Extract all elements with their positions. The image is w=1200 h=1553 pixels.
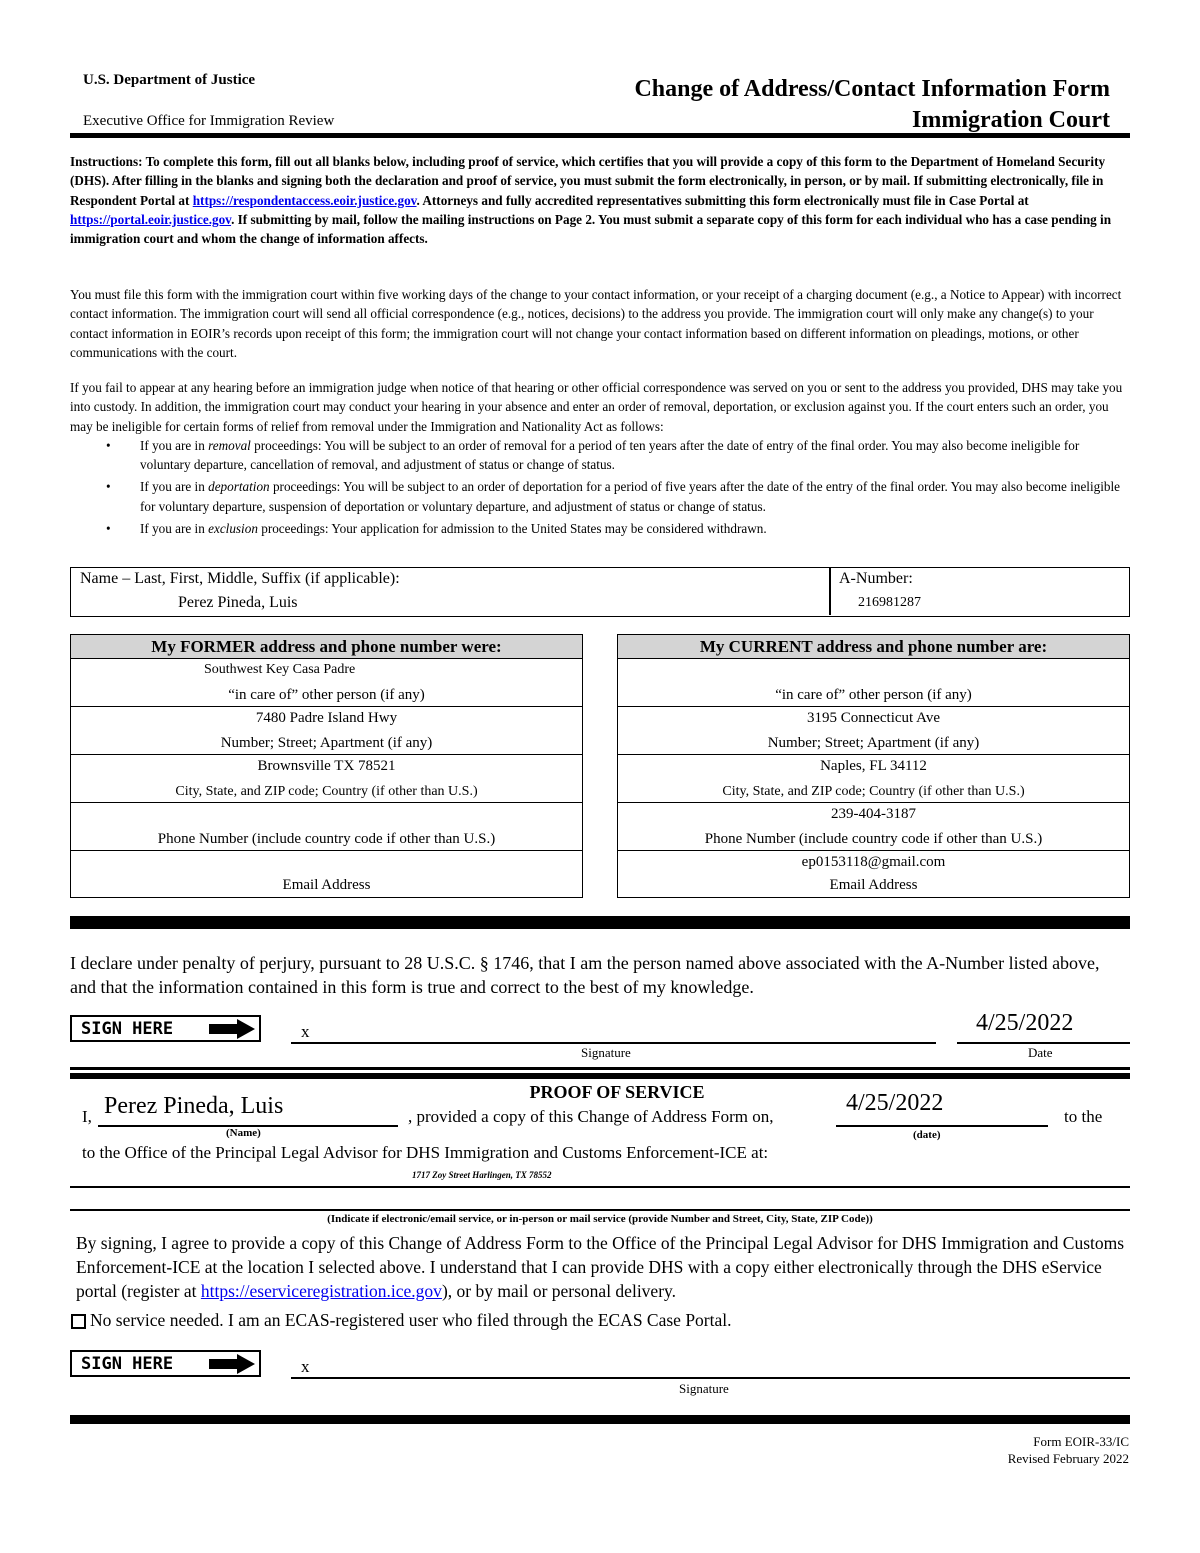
form-title <box>634 74 1110 136</box>
signature-x-2: x <box>301 1357 310 1376</box>
footer-rule <box>70 1415 1130 1424</box>
proof-date-label: (date) <box>913 1129 941 1141</box>
former-address-box <box>70 634 583 898</box>
list-item: • If you are in removal proceedings: You will be subject to an order of removal for a period of ten years after the date of entry of the final order. You may also become ineligible for voluntary departure, cancellation of removal, and adjustment of status or change of status. <box>106 437 1080 473</box>
proof-title: PROOF OF SERVICE <box>529 1082 705 1102</box>
footer <box>1008 1433 1129 1467</box>
current-care-of-cell[interactable] <box>618 659 1129 707</box>
signature-line-2[interactable] <box>291 1377 1130 1379</box>
department-name: U.S. Department of Justice <box>83 72 256 88</box>
former-city-value: Brownsville TX 78521 <box>257 758 396 774</box>
right-arrow-icon <box>209 1019 255 1039</box>
list-item: • If you are in exclusion proceedings: Your application for admission to the United States may be considered withdrawn. <box>70 519 1130 538</box>
anumber-label: A-Number: <box>839 570 913 587</box>
form-number: Form EOIR-33/IC <box>1033 1434 1129 1449</box>
former-care-of-label: “in care of” other person (if any) <box>228 687 425 703</box>
proof-rule-top1 <box>70 1067 1130 1070</box>
office-name: Executive Office for Immigration Review <box>83 113 335 129</box>
instructions-part2: . Attorneys and fully accredited representatives submitting this form electronically must file in Case Portal at <box>416 192 1029 208</box>
current-city-label: City, State, and ZIP code; Country (if other than U.S.) <box>722 784 1025 799</box>
instructions-part3: . If submitting by mail, follow the mailing instructions on Page 2. You must submit a separate copy of this form for each individual who has a case pending in immigration court and whom the change of information affects. <box>70 211 1112 247</box>
current-phone-value: 239-404-3187 <box>831 806 916 822</box>
former-email-cell[interactable] <box>71 851 582 896</box>
former-care-of-cell[interactable] <box>71 659 582 707</box>
proof-name-value[interactable]: Perez Pineda, Luis <box>104 1093 284 1119</box>
current-street-label: Number; Street; Apartment (if any) <box>767 735 980 751</box>
name-box-divider <box>829 568 831 615</box>
current-email-label: Email Address <box>829 877 918 893</box>
current-email-cell[interactable] <box>618 851 1129 896</box>
current-address-box <box>617 634 1130 898</box>
former-care-of-value: Southwest Key Casa Padre <box>204 662 356 677</box>
current-phone-cell[interactable] <box>618 803 1129 851</box>
current-care-of-label: “in care of” other person (if any) <box>775 687 972 703</box>
former-city-cell[interactable] <box>71 755 582 803</box>
paragraph-failure-text: If you fail to appear at any hearing before an immigration judge when notice of that hearing or other official correspondence was served on you or sent to the address you provided, DHS may take you into custody. In addition, the immigration court may conduct your hearing in your absence and enter an order of removal, deportation, or exclusion against you. If the court enters such an order, you may be ineligible for certain forms of relief from removal under the Immigration and Nationality Act as follows: <box>70 380 1123 434</box>
proof-name-label: (Name) <box>226 1127 261 1139</box>
bullet-icon: • <box>106 437 111 453</box>
bullet-icon: • <box>106 479 111 495</box>
respondent-portal-link[interactable]: https://respondentaccess.eoir.justice.gov <box>192 192 417 208</box>
proof-agree-text: By signing, I agree to provide a copy of this Change of Address Form to the Office of the Principal Legal Advisor for DHS Immigration and Customs Enforcement-ICE at the location I selected above. I understand that I can provide DHS with a copy either electronically through the DHS eService portal (register at https://eserviceregistration.ice.gov), or by mail or personal delivery. <box>76 1233 1125 1301</box>
eservice-registration-link[interactable]: https://eserviceregistration.ice.gov <box>200 1281 442 1301</box>
former-street-label: Number; Street; Apartment (if any) <box>220 735 433 751</box>
proof-to-the: to the <box>1064 1107 1103 1126</box>
proof-address-line2 <box>70 1209 1130 1211</box>
name-label: Name – Last, First, Middle, Suffix (if applicable): <box>80 570 400 587</box>
signature-label: Signature <box>581 1045 631 1060</box>
form-title-line2: Immigration Court <box>912 107 1110 133</box>
former-street-value: 7480 Padre Island Hwy <box>255 710 398 726</box>
former-street-cell[interactable] <box>71 707 582 755</box>
current-city-value: Naples, FL 34112 <box>820 758 927 774</box>
signature-x: x <box>301 1022 310 1041</box>
instructions-part1: Instructions: To complete this form, fill out all blanks below, including proof of service, which certifies that you will provide a copy of this form to the Department of Homeland Security (DHS). After filling in the blanks and signing both the declaration and proof of service, you must submit the form electronically, in person, or by mail. If submitting electronically, file in Respondent Portal at <box>70 154 1106 208</box>
proof-address-value[interactable]: 1717 Zoy Street Harlingen, TX 78552 <box>412 1170 552 1180</box>
declaration-date-value[interactable]: 4/25/2022 <box>976 1010 1074 1036</box>
current-email-value: ep0153118@gmail.com <box>801 854 946 870</box>
proof-rule-top2 <box>70 1073 1130 1079</box>
current-street-cell[interactable] <box>618 707 1129 755</box>
proof-i: I, <box>82 1107 92 1126</box>
current-city-cell[interactable] <box>618 755 1129 803</box>
current-street-value: 3195 Connecticut Ave <box>806 710 941 726</box>
former-phone-label: Phone Number (include country code if other than U.S.) <box>157 831 496 847</box>
declaration-text: I declare under penalty of perjury, pursuant to 28 U.S.C. § 1746, that I am the person named above associated with the A-Number listed above, and that the information contained in this form is true and correct to the best of my knowledge. <box>70 953 1100 997</box>
list-item: • If you are in deportation proceedings: You will be subject to an order of deportation for a period of five years after the date of the entry of the final order. You may also become ineligible for voluntary departure, suspension of deportation or voluntary departure, and adjustment of status or change of status. <box>106 479 1120 514</box>
proof-mid-text: , provided a copy of this Change of Address Form on, <box>408 1107 774 1126</box>
former-address-header: My FORMER address and phone number were: <box>71 635 582 659</box>
proof-date-value[interactable]: 4/25/2022 <box>846 1090 944 1116</box>
instructions <box>70 152 1130 248</box>
current-phone-label: Phone Number (include country code if other than U.S.) <box>704 831 1043 847</box>
sign-here-label-2: SIGN HERE <box>70 1350 261 1377</box>
paragraph-failure-to-appear <box>70 378 1130 538</box>
date-label: Date <box>1028 1045 1053 1060</box>
anumber-field[interactable]: 216981287 <box>858 595 921 610</box>
date-line <box>957 1042 1130 1044</box>
form-revision: Revised February 2022 <box>1007 1451 1129 1466</box>
bullet-icon: • <box>106 521 111 537</box>
form-title-line1: Change of Address/Contact Information Form <box>634 76 1110 102</box>
name-anumber-box <box>70 567 1130 617</box>
former-city-label: City, State, and ZIP code; Country (if other than U.S.) <box>175 784 478 799</box>
signature-label-2: Signature <box>679 1381 729 1396</box>
proof-office-text: to the Office of the Principal Legal Advisor for DHS Immigration and Customs Enforcement-ICE at: <box>82 1143 769 1162</box>
former-email-label: Email Address <box>282 877 371 893</box>
former-phone-cell[interactable] <box>71 803 582 851</box>
signature-line[interactable] <box>291 1042 936 1044</box>
right-arrow-icon <box>209 1354 255 1374</box>
consequence-list <box>70 436 1130 538</box>
current-address-header: My CURRENT address and phone number are: <box>618 635 1129 659</box>
proof-indicate-text: (Indicate if electronic/email service, or in-person or mail service (provide Number and Street, City, State, ZIP Code)) <box>327 1213 873 1225</box>
paragraph-filing-deadline: You must file this form with the immigration court within five working days of the change to your contact information, or your receipt of a charging document (e.g., a Notice to Appear) with incorrect contact information. The immigration court will send all official correspondence (e.g., notices, decisions) to the address you provide. The immigration court will only make any change(s) to your contact information in EOIR’s records upon receipt of this form; the immigration court will not change your contact information based on different information on pleadings, motions, or other communications with the court. <box>70 287 1122 360</box>
case-portal-link[interactable]: https://portal.eoir.justice.gov <box>70 211 232 227</box>
header-rule <box>70 133 1130 138</box>
proof-date-line <box>836 1125 1048 1127</box>
sign-here-label: SIGN HERE <box>70 1015 261 1042</box>
no-service-label: No service needed. I am an ECAS-registered user who filed through the ECAS Case Portal. <box>90 1310 732 1330</box>
proof-address-line1 <box>70 1186 1130 1188</box>
name-field[interactable]: Perez Pineda, Luis <box>178 594 298 611</box>
no-service-checkbox[interactable] <box>71 1314 86 1329</box>
section-divider <box>70 916 1130 929</box>
